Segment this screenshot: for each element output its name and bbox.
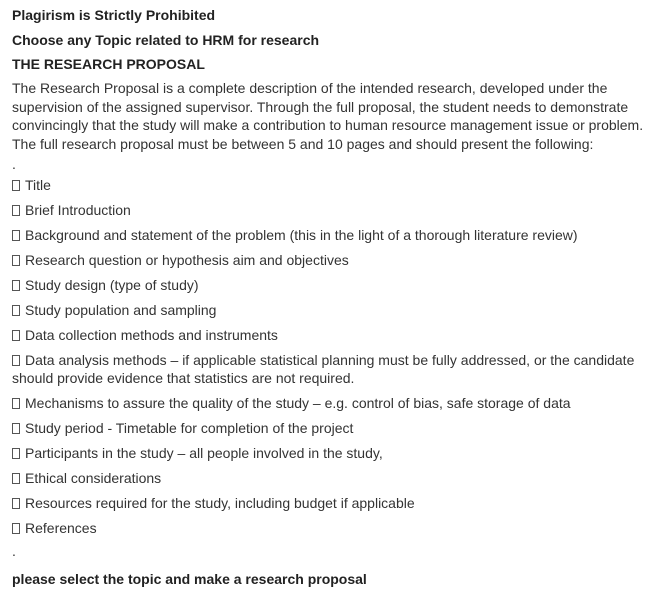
checkbox-glyph-icon	[12, 205, 20, 216]
intro-paragraph: The Research Proposal is a complete description of the intended research, developed under the supervision of the assigned supervisor. Through the full proposal, the student needs to demonstrate convincingly that the study will make a contribution to human resource management issue or problem. The full research proposal must be between 5 and 10 pages and should present the following:	[12, 80, 644, 152]
checkbox-glyph-icon	[12, 280, 20, 291]
checkbox-glyph-icon	[12, 523, 20, 534]
list-item-text: Title	[25, 177, 51, 193]
list-item	[12, 519, 654, 537]
list-item	[12, 226, 654, 244]
list-item-text: Mechanisms to assure the quality of the study – e.g. control of bias, safe storage of data	[25, 395, 571, 411]
list-item-text: References	[25, 520, 97, 536]
topic-instruction: Choose any Topic related to HRM for research	[12, 32, 320, 48]
list-item	[12, 276, 654, 294]
list-item	[12, 201, 654, 219]
closing-instruction: please select the topic and make a research proposal	[12, 571, 367, 587]
checkbox-glyph-icon	[12, 423, 20, 434]
checkbox-glyph-icon	[12, 355, 20, 366]
list-item-text: Study design (type of study)	[25, 277, 199, 293]
list-item-text: Brief Introduction	[25, 202, 131, 218]
list-item	[12, 351, 654, 387]
checkbox-glyph-icon	[12, 255, 20, 266]
section-title: THE RESEARCH PROPOSAL	[12, 56, 205, 72]
checkbox-glyph-icon	[12, 448, 20, 459]
list-item-text: Data collection methods and instruments	[25, 327, 278, 343]
list-item-text: Study population and sampling	[25, 302, 217, 318]
list-item-text: Ethical considerations	[25, 470, 162, 486]
checkbox-glyph-icon	[12, 305, 20, 316]
requirements-list	[12, 176, 654, 537]
list-item-text: Resources required for the study, including budget if applicable	[25, 495, 415, 511]
list-item-text: Research question or hypothesis aim and objectives	[25, 252, 349, 268]
list-item-text: Data analysis methods – if applicable statistical planning must be fully addressed, or the candidate should provide evidence that statistics are not required.	[12, 352, 635, 386]
separator-dot: .	[12, 543, 16, 559]
checkbox-glyph-icon	[12, 230, 20, 241]
list-item	[12, 444, 654, 462]
list-item	[12, 394, 654, 412]
list-item	[12, 326, 654, 344]
checkbox-glyph-icon	[12, 180, 20, 191]
list-item	[12, 494, 654, 512]
list-item	[12, 419, 654, 437]
checkbox-glyph-icon	[12, 330, 20, 341]
list-item-text: Background and statement of the problem (this in the light of a thorough literature review)	[25, 227, 578, 243]
checkbox-glyph-icon	[12, 473, 20, 484]
list-item-text: Study period - Timetable for completion of the project	[25, 420, 354, 436]
list-item	[12, 469, 654, 487]
separator-dot: .	[12, 156, 16, 172]
list-item	[12, 176, 654, 194]
list-item	[12, 251, 654, 269]
checkbox-glyph-icon	[12, 498, 20, 509]
list-item	[12, 301, 654, 319]
list-item-text: Participants in the study – all people involved in the study,	[25, 445, 383, 461]
plagiarism-notice: Plagirism is Strictly Prohibited	[12, 7, 216, 23]
checkbox-glyph-icon	[12, 398, 20, 409]
